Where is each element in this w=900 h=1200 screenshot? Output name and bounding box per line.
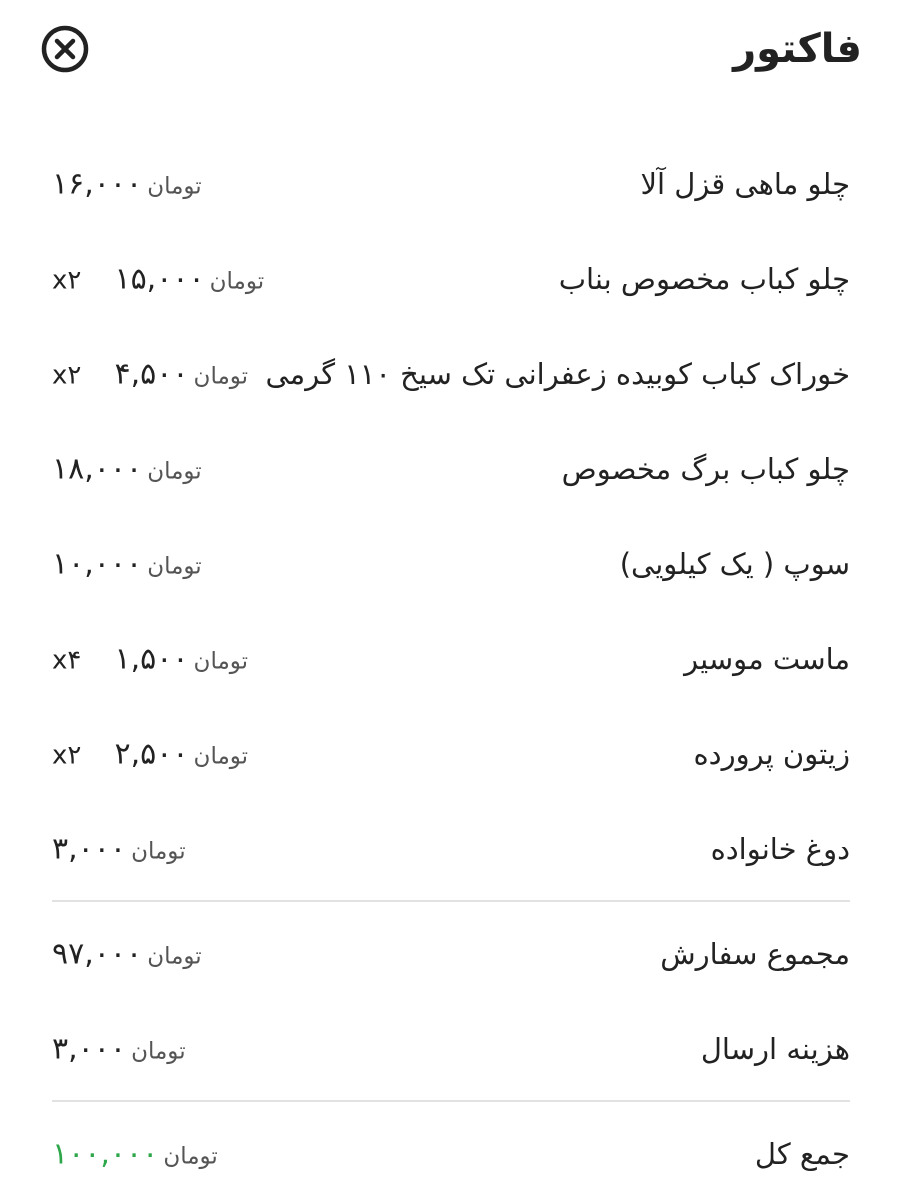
subtotal-label: مجموع سفارش bbox=[660, 936, 850, 971]
item-name: زیتون پرورده bbox=[693, 736, 850, 771]
delivery-label: هزینه ارسال bbox=[700, 1031, 850, 1066]
currency-unit: تومان bbox=[209, 268, 265, 294]
item-name: سوپ ( یک کیلویی) bbox=[619, 546, 850, 581]
item-price bbox=[52, 831, 192, 866]
item-quantity: x۲ bbox=[52, 265, 82, 295]
item-amount: ۱۵,۰۰۰ bbox=[114, 261, 205, 296]
total-row bbox=[52, 1106, 850, 1200]
item-amount: ۱,۵۰۰ bbox=[114, 641, 189, 676]
item-name: چلو ماهی قزل آلا bbox=[640, 166, 850, 201]
currency-unit: تومان bbox=[193, 648, 249, 674]
invoice-items bbox=[52, 136, 850, 1200]
invoice-item-row bbox=[52, 421, 850, 516]
item-amount: ۱۸,۰۰۰ bbox=[52, 451, 143, 486]
item-name: دوغ خانواده bbox=[710, 831, 850, 866]
close-circle-icon bbox=[40, 24, 90, 74]
item-price bbox=[52, 356, 254, 391]
invoice-item-row bbox=[52, 136, 850, 231]
divider bbox=[52, 900, 850, 902]
item-quantity: x۲ bbox=[52, 740, 82, 770]
invoice-item-row bbox=[52, 801, 850, 896]
currency-unit: تومان bbox=[131, 838, 186, 864]
currency-unit: تومان bbox=[147, 553, 202, 579]
invoice-item-row bbox=[52, 231, 850, 326]
item-amount: ۴,۵۰۰ bbox=[114, 356, 189, 391]
invoice-item-row bbox=[52, 326, 850, 421]
currency-unit: تومان bbox=[147, 943, 202, 969]
invoice-item-row bbox=[52, 706, 850, 801]
currency-unit: تومان bbox=[193, 363, 249, 389]
item-name: ماست موسیر bbox=[684, 641, 850, 676]
invoice-item-row bbox=[52, 611, 850, 706]
total-price bbox=[52, 1136, 224, 1171]
item-amount: ۳,۰۰۰ bbox=[52, 831, 126, 866]
subtotal-row bbox=[52, 906, 850, 1001]
item-price bbox=[52, 451, 208, 486]
currency-unit: تومان bbox=[131, 1038, 186, 1064]
invoice-item-row bbox=[52, 516, 850, 611]
currency-unit: تومان bbox=[147, 458, 202, 484]
item-name: خوراک کباب کوبیده زعفرانی تک سیخ ۱۱۰ گرمی bbox=[265, 356, 850, 391]
subtotal-price bbox=[52, 936, 208, 971]
total-amount: ۱۰۰,۰۰۰ bbox=[52, 1136, 159, 1171]
invoice-header bbox=[0, 0, 900, 100]
item-amount: ۱۶,۰۰۰ bbox=[52, 166, 143, 201]
page-title: فاکتور bbox=[733, 26, 862, 72]
total-label: جمع کل bbox=[754, 1136, 850, 1171]
close-button[interactable] bbox=[40, 24, 90, 74]
item-price bbox=[52, 261, 270, 296]
delivery-amount: ۳,۰۰۰ bbox=[52, 1031, 126, 1066]
delivery-row bbox=[52, 1001, 850, 1096]
item-price bbox=[52, 166, 208, 201]
item-amount: ۱۰,۰۰۰ bbox=[52, 546, 143, 581]
divider bbox=[52, 1100, 850, 1102]
item-amount: ۲,۵۰۰ bbox=[114, 736, 189, 771]
item-quantity: x۲ bbox=[52, 360, 82, 390]
item-price bbox=[52, 736, 254, 771]
subtotal-amount: ۹۷,۰۰۰ bbox=[52, 936, 143, 971]
item-price bbox=[52, 641, 254, 676]
item-name: چلو کباب مخصوص بناب bbox=[558, 261, 850, 296]
delivery-price bbox=[52, 1031, 192, 1066]
currency-unit: تومان bbox=[163, 1143, 218, 1169]
item-name: چلو کباب برگ مخصوص bbox=[561, 451, 850, 486]
currency-unit: تومان bbox=[147, 173, 202, 199]
item-quantity: x۴ bbox=[52, 645, 82, 675]
currency-unit: تومان bbox=[193, 743, 249, 769]
item-price bbox=[52, 546, 208, 581]
